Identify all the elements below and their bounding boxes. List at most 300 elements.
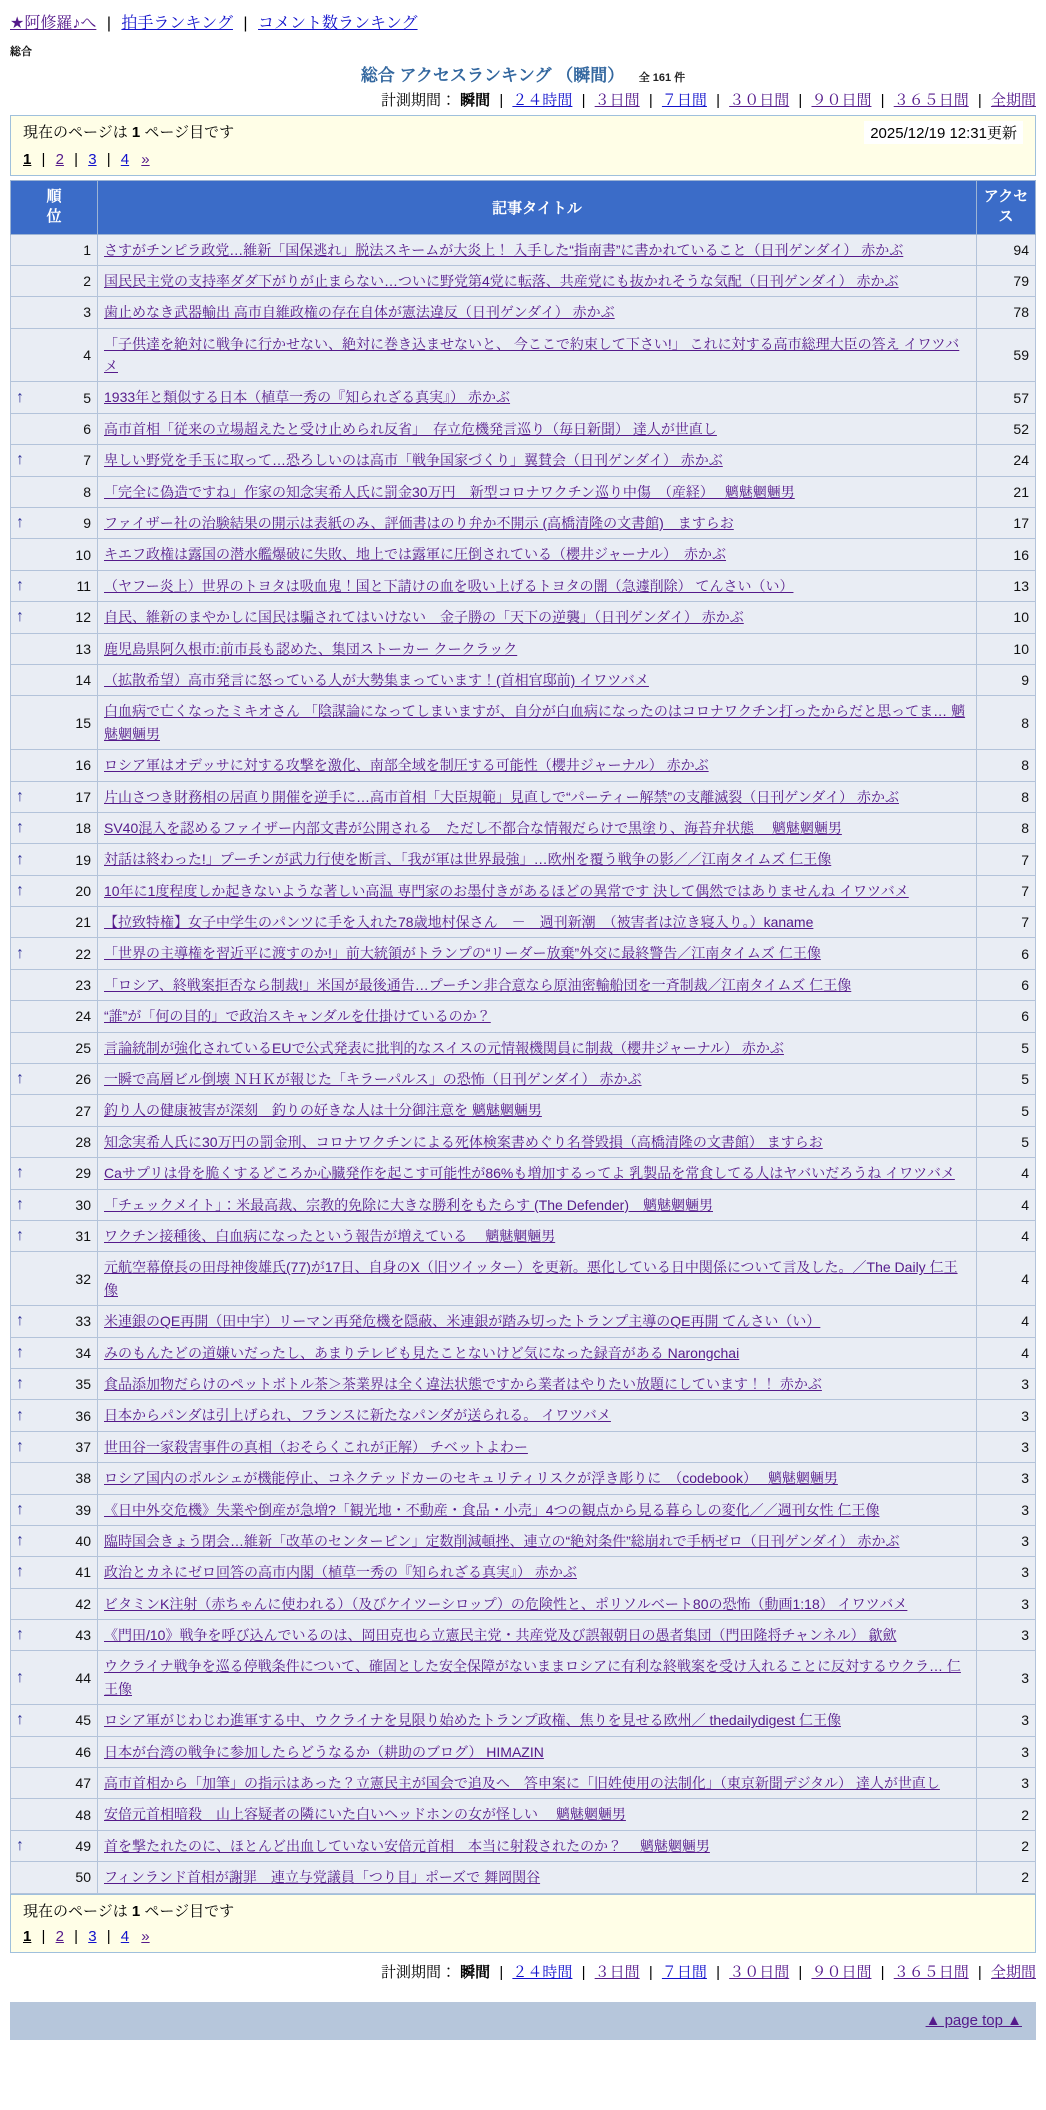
access-value: 3 [1021,1595,1029,1612]
title-cell [98,1799,977,1830]
table-row [11,602,1036,633]
access-cell [977,1830,1036,1861]
title-cell [98,696,977,750]
rank-cell [11,1368,98,1399]
table-row [11,1494,1036,1525]
rank-cell [11,1768,98,1799]
title-cell [98,1862,977,1893]
rank-cell [11,328,98,382]
rank-up-arrow-icon: ↑ [16,1343,24,1361]
access-cell [977,508,1036,539]
title-cell [98,844,977,875]
period-separator: | [499,92,504,109]
article-link[interactable]: みのもんたどの道嫌いだったし、あまりテレビも見たことないけど気になった録音がある Narongchai [104,1344,740,1361]
rank-cell [11,1620,98,1651]
article-link[interactable]: 《日中外交危機》失業や倒産が急増?「観光地・不動産・食品・小売」4つの観点から見る暮らしの変化／／週刊女性 仁王像 [104,1501,880,1518]
title-cell [98,382,977,413]
access-cell [977,1221,1036,1252]
rank-value: 8 [83,483,91,500]
access-cell [977,297,1036,328]
rank-value: 6 [83,421,91,438]
rank-value: 50 [75,1869,91,1886]
title-cell [98,328,977,382]
period-separator: | [581,92,586,109]
page-link-2[interactable]: 2 [55,1927,64,1945]
rank-value: 46 [75,1743,91,1760]
article-link[interactable]: ロシア軍がじわじわ進軍する中、ウクライナを見限り始めたトランプ政権、焦りを見せる欧州／ thedailydigest 仁王像 [104,1712,841,1729]
rank-value: 22 [75,945,91,962]
access-cell [977,1494,1036,1525]
table-row [11,1368,1036,1399]
rank-value: 45 [75,1712,91,1729]
period-separator: | [977,1963,982,1981]
table-row [11,938,1036,969]
period-link-90d[interactable]: ９０日間 [811,92,872,109]
access-value: 3 [1021,1775,1029,1792]
page-link-1[interactable]: 1 [23,1927,32,1945]
access-cell [977,938,1036,969]
rank-value: 19 [75,851,91,868]
page-link-4[interactable]: 4 [120,151,130,168]
period-link-24h[interactable]: ２４時間 [512,92,573,109]
title-cell [98,602,977,633]
access-value: 79 [1013,273,1029,290]
rank-cell [11,1126,98,1157]
article-link[interactable]: 日本が台湾の戦争に参加したらどうなるか（耕助のブログ） HIMAZIN [104,1743,544,1760]
table-row [11,1705,1036,1736]
article-link[interactable]: ファイザー社の治験結果の開示は表紙のみ、評価書はのり弁か不開示 (高橋清隆の文書館) ますらお [104,515,734,532]
access-cell [977,1001,1036,1032]
article-link[interactable]: 世田谷一家殺害事件の真相（おそらくこれが正解） チベットよわー [104,1438,528,1455]
table-row [11,696,1036,750]
rank-value: 41 [75,1564,91,1581]
table-row [11,1431,1036,1462]
title-cell [98,1768,977,1799]
rank-value: 48 [75,1806,91,1823]
access-cell [977,539,1036,570]
access-cell [977,1557,1036,1588]
article-link[interactable]: 10年に1度程度しか起きないような著しい高温 専門家のお墨付きがあるほどの異常です 決して偶然ではありませんね イワツバメ [104,882,909,899]
table-row [11,508,1036,539]
period-link-7d[interactable]: ７日間 [661,1963,707,1981]
article-link[interactable]: 臨時国会きょう閉会…維新「改革のセンターピン」定数削減頓挫、連立の“絶対条件”総崩れで手柄ゼロ（日刊ゲンダイ） 赤かぶ [104,1532,900,1549]
title-cell [98,445,977,476]
rank-up-arrow-icon: ↑ [16,1070,24,1088]
article-link[interactable]: 安倍元首相暗殺 山上容疑者の隣にいた白いヘッドホンの女が怪しい 魑魅魍魎男 [104,1806,626,1823]
rank-up-arrow-icon: ↑ [16,1626,24,1644]
article-link[interactable]: 【拉致特権】女子中学生のパンツに手を入れた78歳地村保さん － 週刊新潮 （被害者は泣き寝入り。）kaname [104,914,814,931]
pager-separator: | [106,151,111,168]
title-cell [98,1588,977,1619]
page-link-next[interactable]: » [141,1927,150,1945]
rank-cell [11,1431,98,1462]
rank-cell [11,413,98,444]
article-link[interactable]: （ヤフー炎上）世界のトヨタは吸血鬼！国と下請けの血を吸い上げるトヨタの闇（急遽削除） てんさい（い） [104,577,794,594]
title-cell [98,969,977,1000]
article-link[interactable]: ロシア軍はオデッサに対する攻撃を激化、南部全域を制圧する可能性（櫻井ジャーナル） 赤かぶ [104,757,709,774]
article-link[interactable]: フィンランド首相が謝罪 連立与党議員「つり目」ポーズで 舞岡関谷 [104,1869,541,1886]
article-link[interactable]: 対話は終わった!」プーチンが武力行使を断言、「我が軍は世界最強」…欧州を覆う戦争の影／／江南タイムズ 仁王像 [104,851,832,868]
nav-separator: | [106,15,111,32]
title-cell [98,664,977,695]
table-row [11,1126,1036,1157]
access-value: 3 [1021,1376,1029,1393]
rank-up-arrow-icon: ↑ [16,1437,24,1455]
access-cell [977,1463,1036,1494]
rank-value: 47 [75,1775,91,1792]
access-cell [977,1525,1036,1556]
access-cell [977,1337,1036,1368]
table-row [11,1525,1036,1556]
rank-value: 26 [75,1071,91,1088]
rank-value: 5 [83,389,91,406]
article-link[interactable]: ビタミンK注射（赤ちゃんに使われる）（及びケイツーシロップ）の危険性と、ポリソルベート80の恐怖（動画1:18） イワツバメ [104,1595,908,1612]
page-link-next[interactable]: » [141,151,150,168]
page-link-1[interactable]: 1 [23,151,32,168]
access-value: 8 [1021,757,1029,774]
table-row [11,539,1036,570]
title-cell [98,570,977,601]
article-link[interactable]: ロシア国内のポルシェが機能停止、コネクテッドカーのセキュリティリスクが浮き彫りに （codebook） 魑魅魍魎男 [104,1470,838,1487]
table-row [11,1337,1036,1368]
page-title-line [10,61,1036,86]
table-row [11,633,1036,664]
pager-separator: | [41,151,46,168]
article-link[interactable]: “誰”が「何の目的」で政治スキャンダルを仕掛けているのか？ [104,1008,491,1025]
article-link[interactable]: 「ロシア、終戦案拒否なら制裁!」米国が最後通告…プーチン非合意なら原油密輸船団を一斉制裁／江南タイムズ 仁王像 [104,976,852,993]
rank-cell [11,1158,98,1189]
table-row [11,413,1036,444]
article-link[interactable]: 食品添加物だらけのペットボトル茶＞茶業界は全く違法状態ですから業者はやりたい放題にしています！！ 赤かぶ [104,1375,822,1392]
rank-cell [11,1252,98,1306]
table-row [11,1557,1036,1588]
access-cell [977,875,1036,906]
rank-cell [11,1862,98,1893]
article-link[interactable]: SV40混入を認めるファイザー内部文書が公開される ただし不都合な情報だらけで黒塗り、海苔弁状態 魑魅魍魎男 [104,819,842,836]
page-top-link[interactable]: ▲ page top ▲ [925,2012,1022,2030]
title-cell [98,1736,977,1767]
table-row [11,1189,1036,1220]
nav-link-clap-ranking[interactable]: 拍手ランキング [121,15,233,32]
rank-value: 44 [75,1669,91,1686]
title-cell [98,1463,977,1494]
access-value: 6 [1021,977,1029,994]
article-link[interactable]: 釣り人の健康被害が深刻 釣りの好きな人は十分御注意を 魑魅魍魎男 [104,1102,542,1119]
article-link[interactable]: 鹿児島県阿久根市:前市長も認めた、集団ストーカー クークラック [104,640,518,657]
table-row [11,781,1036,812]
title-cell [98,413,977,444]
title-cell [98,1158,977,1189]
title-cell [98,1032,977,1063]
rank-cell [11,1494,98,1525]
access-cell [977,234,1036,265]
access-cell [977,1095,1036,1126]
rank-cell [11,1557,98,1588]
table-row [11,1620,1036,1651]
access-value: 3 [1021,1501,1029,1518]
rank-value: 23 [75,977,91,994]
rank-value: 7 [83,452,91,469]
period-link-365d[interactable]: ３６５日間 [893,92,969,109]
access-cell [977,1189,1036,1220]
table-row [11,1463,1036,1494]
rank-cell [11,696,98,750]
period-current: 瞬間 [460,92,491,109]
pager-box-bottom [10,1894,1036,1953]
title-cell [98,907,977,938]
title-cell [98,1705,977,1736]
table-row [11,750,1036,781]
article-link[interactable]: 片山さつき財務相の居直り開催を逆手に…高市首相「大臣規範」見直しで“パーティー解禁”の支離滅裂（日刊ゲンダイ） 赤かぶ [104,788,899,805]
rank-cell [11,1799,98,1830]
period-separator: | [581,1963,586,1981]
table-row [11,265,1036,296]
nav-link-asyura-home[interactable]: ★阿修羅♪へ [10,15,97,32]
access-value: 8 [1021,788,1029,805]
rank-cell [11,844,98,875]
rank-value: 16 [75,757,91,774]
title-cell [98,234,977,265]
rank-cell [11,1830,98,1861]
ranking-table [10,180,1036,1894]
article-link[interactable]: （拡散希望）高市発言に怒っている人が大勢集まっています！(首相官邸前) イワツバメ [104,671,649,688]
access-cell [977,1400,1036,1431]
page-link-4[interactable]: 4 [120,1927,130,1945]
period-separator: | [648,1963,653,1981]
article-link[interactable]: 言論統制が強化されているEUで公式発表に批判的なスイスの元情報機関員に制裁（櫻井ジャーナル） 赤かぶ [104,1039,784,1056]
access-cell [977,570,1036,601]
access-value: 3 [1021,1533,1029,1550]
page-link-2[interactable]: 2 [55,151,64,168]
rank-up-arrow-icon: ↑ [16,1195,24,1213]
pager-separator: | [74,151,79,168]
period-link-all[interactable]: 全期間 [990,1963,1036,1981]
period-separator: | [499,1963,504,1981]
rank-up-arrow-icon: ↑ [16,1500,24,1518]
article-link[interactable]: 白血病で亡くなったミキオさん 「陰謀論になってしまいますが、自分が白血病になったのはコロナワクチン打ったからだと思ってま… 魑魅魍魎男 [104,703,966,742]
rank-value: 37 [75,1438,91,1455]
ranking-rows [11,234,1036,1893]
article-link[interactable]: 日本からパンダは引上げられ、フランスに新たなパンダが送られる。 イワツバメ [104,1407,611,1424]
title-cell [98,938,977,969]
rank-cell [11,1337,98,1368]
table-row [11,1064,1036,1095]
table-row [11,234,1036,265]
article-link[interactable]: 1933年と類似する日本（植草一秀の『知られざる真実』） 赤かぶ [104,389,511,406]
period-link-all[interactable]: 全期間 [990,92,1036,109]
access-cell [977,1705,1036,1736]
article-link[interactable]: 知念実希人氏に30万円の罰金刑、コロナワクチンによる死体検案書めぐり名誉毀損（高橋清隆の文書館） ますらお [104,1133,823,1150]
access-value: 24 [1013,452,1029,469]
period-link-90d[interactable]: ９０日間 [811,1963,872,1981]
page-link-3[interactable]: 3 [88,1927,97,1945]
rank-value: 3 [83,304,91,321]
table-row [11,1651,1036,1705]
access-cell [977,907,1036,938]
article-link[interactable]: 一瞬で高層ビル倒壊 ＮＨＫが報じた「キラーパルス」の恐怖（日刊ゲンダイ） 赤かぶ [104,1071,642,1088]
pagination-bottom [23,1928,1023,1945]
access-value: 7 [1021,882,1029,899]
title-cell [98,1126,977,1157]
access-value: 4 [1021,1344,1029,1361]
article-link[interactable]: ワクチン接種後、白血病になったという報告が増えている 魑魅魍魎男 [104,1228,556,1244]
article-link[interactable]: ウクライナ戦争を巡る停戦条件について、確固とした安全保障がないままロシアに有利な終戦案を受け入れることに反対するウクラ… 仁王像 [104,1658,961,1697]
current-page-text: 現在のページは 1 ページ目です [23,124,235,141]
rank-cell [11,781,98,812]
period-link-3d[interactable]: ３日間 [594,92,640,109]
top-nav [10,10,1036,33]
access-column-header: アクセス [977,181,1036,235]
rank-column-header: 順 位 [11,181,98,235]
rank-cell [11,969,98,1000]
title-column-header: 記事タイトル [98,181,977,235]
rank-up-arrow-icon: ↑ [16,944,24,962]
table-row [11,907,1036,938]
access-value: 3 [1021,1470,1029,1487]
period-link-24h[interactable]: ２４時間 [512,1963,573,1981]
access-value: 17 [1013,515,1029,532]
rank-value: 31 [75,1228,91,1245]
access-value: 3 [1021,1407,1029,1424]
title-cell [98,1525,977,1556]
period-separator: | [880,1963,885,1981]
rank-cell [11,1189,98,1220]
table-row [11,1768,1036,1799]
rank-value: 21 [75,914,91,931]
access-cell [977,969,1036,1000]
access-cell [977,1588,1036,1619]
access-value: 52 [1013,421,1029,438]
article-link[interactable]: 元航空幕僚長の田母神俊雄氏(77)が17日、自身のX（旧ツイッター）を更新。悪化している日中関係について言及した。／The Daily 仁王像 [104,1259,958,1298]
pager-separator: | [106,1927,111,1945]
period-link-7d[interactable]: ７日間 [661,92,707,109]
access-value: 2 [1021,1838,1029,1854]
table-row [11,844,1036,875]
article-link[interactable]: 高市首相「従来の立場超えたと受け止められ反省」 存立危機発言巡り（毎日新聞） 達人が世直し [104,420,717,437]
rank-up-arrow-icon: ↑ [16,1532,24,1550]
rank-up-arrow-icon: ↑ [16,1837,24,1854]
period-link-365d[interactable]: ３６５日間 [893,1963,969,1981]
period-link-30d[interactable]: ３０日間 [729,1963,790,1981]
title-cell [98,1651,977,1705]
article-link[interactable]: 卑しい野党を手玉に取って…恐ろしいのは高市「戦争国家づくり」翼賛会（日刊ゲンダイ） 赤かぶ [104,452,723,469]
article-link[interactable]: 国民民主党の支持率ダダ下がりが止まらない…ついに野党第4党に転落、共産党にも抜かれそうな気配（日刊ゲンダイ） 赤かぶ [104,272,899,289]
access-value: 7 [1021,914,1029,931]
article-link[interactable]: 歯止めなき武器輸出 高市自維政権の存在自体が憲法違反（日刊ゲンダイ） 赤かぶ [104,304,615,321]
rank-cell [11,265,98,296]
article-link[interactable]: 「チェックメイト」：米最高裁、宗教的免除に大きな勝利をもたらす (The Defender) 魑魅魍魎男 [104,1196,713,1213]
rank-value: 18 [75,820,91,837]
rank-up-arrow-icon: ↑ [16,1711,24,1729]
period-separator: | [648,92,653,109]
rank-cell [11,1736,98,1767]
rank-up-arrow-icon: ↑ [16,1668,24,1686]
access-value: 59 [1013,347,1029,364]
article-link[interactable]: 「世界の主導権を習近平に渡すのか!」前大統領がトランプの“リーダー放棄”外交に最終警告／江南タイムズ 仁王像 [104,945,821,962]
rank-cell [11,812,98,843]
nav-link-comment-ranking[interactable]: コメント数ランキング [258,15,418,32]
article-link[interactable]: 米連銀のQE再開（田中宇）リーマン再発危機を隠蔽、米連銀が踏み切ったトランプ主導のQE再開 てんさい（い） [104,1313,821,1330]
access-cell [977,1252,1036,1306]
title-cell [98,1095,977,1126]
access-cell [977,1799,1036,1830]
table-row [11,1032,1036,1063]
rank-cell [11,382,98,413]
rank-cell [11,1064,98,1095]
rank-value: 28 [75,1134,91,1151]
article-link[interactable]: キエフ政権は露国の潜水艦爆破に失敗、地上では露軍に圧倒されている（櫻井ジャーナル） 赤かぶ [104,546,727,563]
access-cell [977,664,1036,695]
rank-value: 24 [75,1008,91,1025]
footer-bar [10,2002,1036,2040]
access-cell [977,413,1036,444]
access-value: 4 [1021,1313,1029,1330]
table-row [11,664,1036,695]
rank-value: 20 [75,882,91,899]
access-cell [977,1736,1036,1767]
article-link[interactable]: 政治とカネにゼロ回答の高市内閣（植草一秀の『知られざる真実』） 赤かぶ [104,1564,577,1581]
rank-value: 17 [75,788,91,805]
access-value: 2 [1021,1806,1029,1823]
article-link[interactable]: 《門田/10》戦争を呼び込んでいるのは、岡田克也ら立憲民主党・共産党及び誤報朝日の愚者集団（門田隆将チャンネル） 歙歛 [104,1627,897,1644]
table-row [11,875,1036,906]
access-value: 3 [1021,1564,1029,1581]
article-link[interactable]: 首を撃たれたのに、ほとんど出血していない安倍元首相 本当に射殺されたのか？ 魑魅魍魎男 [104,1837,710,1854]
rank-up-arrow-icon: ↑ [16,787,24,805]
rank-up-arrow-icon: ↑ [16,819,24,837]
rank-value: 33 [75,1313,91,1330]
access-cell [977,382,1036,413]
rank-cell [11,539,98,570]
rank-value: 10 [75,546,91,563]
table-row [11,1221,1036,1252]
title-cell [98,1189,977,1220]
access-cell [977,1158,1036,1189]
article-link[interactable]: 自民、維新のまやかしに国民は騙されてはいけない 金子勝の「天下の逆襲」（日刊ゲンダイ） 赤かぶ [104,609,744,626]
rank-cell [11,1588,98,1619]
access-value: 4 [1021,1196,1029,1213]
period-link-30d[interactable]: ３０日間 [729,92,790,109]
title-cell [98,539,977,570]
access-value: 3 [1021,1669,1029,1686]
article-link[interactable]: 「子供達を絶対に戦争に行かせない、絶対に巻き込ませないと、 今ここで約束して下さい!」 これに対する高市総理大臣の答え イワツバメ [104,335,960,375]
rank-up-arrow-icon: ↑ [16,1563,24,1581]
article-link[interactable]: さすがチンピラ政党…維新「国保逃れ」脱法スキームが大炎上！ 入手した“指南書”に書かれていること（日刊ゲンダイ） 赤かぶ [104,241,904,258]
title-cell [98,875,977,906]
rank-cell [11,1705,98,1736]
rank-up-arrow-icon: ↑ [16,1227,24,1245]
table-row [11,969,1036,1000]
rank-value: 27 [75,1102,91,1119]
rank-up-arrow-icon: ↑ [16,850,24,868]
period-selector-top [10,89,1036,110]
table-row [11,445,1036,476]
article-link[interactable]: 高市首相から「加筆」の指示はあった？立憲民主が国会で追及へ 答申案に「旧姓使用の法制化」（東京新聞デジタル） 達人が世直し [104,1775,940,1792]
title-cell [98,1306,977,1337]
page-link-3[interactable]: 3 [88,151,97,168]
rank-value: 15 [75,714,91,731]
article-link[interactable]: 「完全に偽造ですね」作家の知念実希人氏に罰金30万円 新型コロナワクチン巡り中傷 （産経） 魑魅魍魎男 [104,483,795,500]
title-cell [98,1337,977,1368]
rank-cell [11,1221,98,1252]
pagination-top [23,151,1023,168]
article-link[interactable]: Caサプリは骨を脆くするどころか心臓発作を起こす可能性が86%も増加するってよ 乳製品を常食してる人はヤバいだろうね イワツバメ [104,1165,955,1182]
current-page-text: 現在のページは 1 ページ目です [23,1902,235,1920]
access-cell [977,1306,1036,1337]
period-link-3d[interactable]: ３日間 [594,1963,640,1981]
access-cell [977,445,1036,476]
rank-cell [11,633,98,664]
